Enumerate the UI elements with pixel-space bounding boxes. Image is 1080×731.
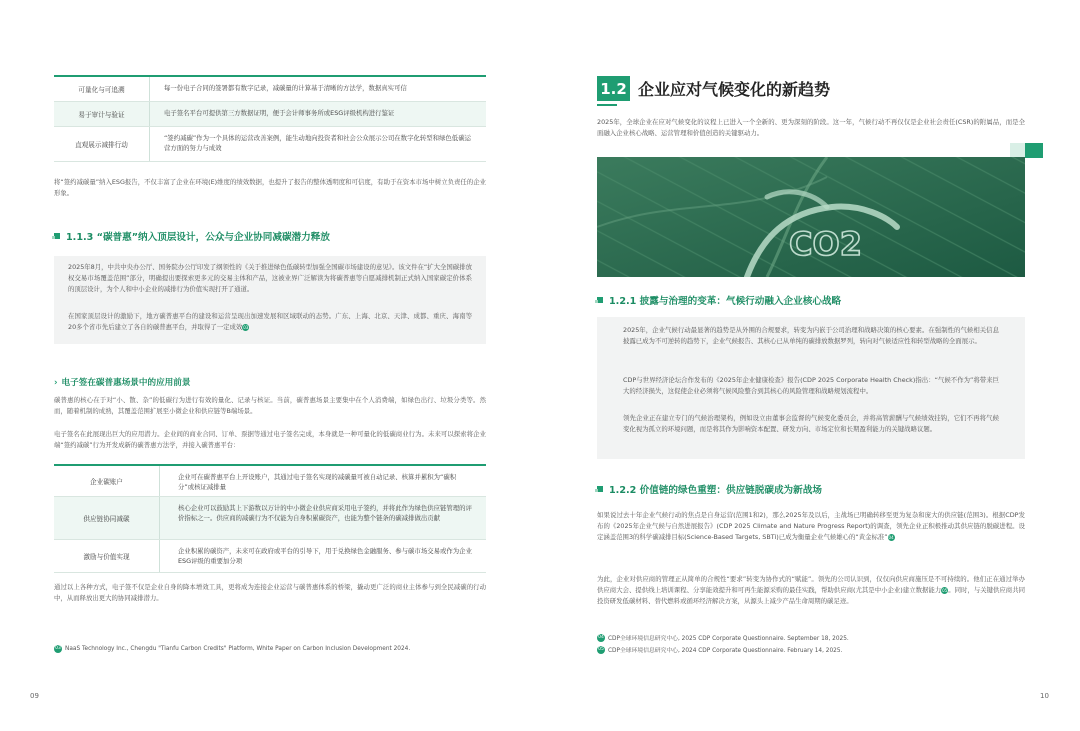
decorative-square <box>1010 143 1025 158</box>
leaf-illustration-icon <box>597 157 1025 277</box>
heading-1-1-3 <box>54 229 330 243</box>
table-desc: 电子签名平台可提供第三方数据证明，便于会计师事务所或ESG评级机构进行鉴证 <box>164 109 395 117</box>
section-underline <box>597 104 617 106</box>
page-number: 10 <box>1040 692 1049 700</box>
table-row <box>54 497 486 540</box>
governance-paragraph-2: CDP与世界经济论坛合作发布的《2025年企业健康检查》报告(CDP 2025 Corporate Health Check)指出：“气候不作为”将带来巨大的经济损失，这促使企业必须将气候风险整合到其核心的风险管理和战略规划流程中。 <box>623 376 999 396</box>
table-row <box>54 466 486 497</box>
table-desc: 企业积累的碳资产，未来可在政府或平台的引导下，用于兑换绿色金融服务、参与碳市场交易或作为企业ESG评级的重要加分项 <box>178 547 472 565</box>
right-page <box>540 0 1080 731</box>
page-number: 09 <box>30 692 39 700</box>
table-term: 易于审计与验证 <box>54 102 150 126</box>
footnote-badge: 05 <box>598 646 604 652</box>
supplier-enablement-paragraph <box>597 574 1025 608</box>
footnote-ref-badge: 04 <box>888 534 894 540</box>
subheading-application <box>54 376 190 388</box>
footnote <box>54 645 410 653</box>
table-desc: 核心企业可以鼓励其上下游数以万计的中小微企业供应商采用电子签约，并将此作为绿色供应链管理的评价指标之一。供应商的减碳行为不仅能为自身积累碳资产，也能为整个链条的碳减排做出贡献 <box>178 504 472 522</box>
heading-marker-icon <box>54 233 60 239</box>
footnote-text: CDP全球环境信息研究中心, 2025 CDP Corporate Questionnaire. September 18, 2025. <box>608 636 849 642</box>
governance-paragraph-3: 领先企业正在建立专门的气候治理架构，例如设立由董事会监督的气候变化委员会，并将高管薪酬与气候绩效挂钩，它们不再将气候变化视为孤立的环境问题，而是将其作为影响资本配置、研发方向、市场定位和长期盈利能力的关键战略议题。 <box>623 414 999 434</box>
esign-potential-paragraph: 电子签名在此展现出巨大的应用潜力。企业间的商业合同、订单、票据等通过电子签名完成，本身就是一种可量化的低碳商业行为。未来可以探索将企业端“签约减碳”行为开发成新的碳普惠方法学，并接入碳普惠平台： <box>54 430 486 450</box>
footnote-text: NaaS Technology Inc., Chengdu "Tianfu Carbon Credits" Platform, White Paper on Carbon Inclusion Development 2024. <box>65 646 411 652</box>
supplier-text: 为此，企业对供应商的管理正从简单的合规性“要求”转变为协作式的“赋能”。领先的公司认识到，仅仅向供应商施压是不可持续的。他们正在通过举办供应商大会、提供线上培训课程、分享能效提升和可再生能源采购的最佳实践，帮助供应商(尤其是中小企业)建立数据能力 <box>597 575 1025 595</box>
table-term: 直观展示减排行动 <box>54 127 150 161</box>
co2-leaf-image <box>597 157 1025 277</box>
carbon-inclusion-paragraph: 碳普惠的核心在于对“小、散、杂”的低碳行为进行有效的量化、记录与核证。当前，碳普惠场景主要集中在个人消费端，如绿色出行、垃圾分类等。然而，随着机制的成熟，其覆盖范围扩展至小微企业和供应链等B端场景。 <box>54 396 486 416</box>
platform-text: 在国家顶层设计的激励下，地方碳普惠平台的建设和运营呈现出加速发展和区域联动的态势。广东、上海、北京、天津、成都、重庆、海南等20多个省市先后建立了各自的碳普惠平台，并取得了一定成效 <box>68 312 472 332</box>
governance-box <box>597 317 1025 459</box>
table-desc: 每一份电子合同的签署都有数字记录，减碳量的计算基于清晰的方法学，数据真实可信 <box>164 84 407 92</box>
table-term: 企业碳账户 <box>54 466 160 496</box>
chevron-right-icon: › <box>54 378 58 388</box>
heading-marker-icon <box>597 486 603 492</box>
conclusion-paragraph: 通过以上各种方式，电子签不仅是企业自身的降本增效工具，更将成为连接企业运营与碳普惠体系的桥梁，撬动更广泛的商业主体参与到全民减碳的行动中，从而释放出更大的协同减排潜力。 <box>54 583 486 603</box>
supplier-text-tail: 。同时，与关键供应商共同投资研发低碳材料、替代燃料或循环经济解决方案，从源头上减少产品生命周期的碳足迹。 <box>597 586 1026 606</box>
subheading-text: 电子签在碳普惠场景中的应用前景 <box>61 378 191 388</box>
footnote-ref-badge: 05 <box>942 587 948 593</box>
application-table <box>54 464 486 573</box>
table-row <box>54 77 486 102</box>
decorative-square <box>1025 143 1043 158</box>
table-row <box>54 540 486 573</box>
table-term: 激励与价值实现 <box>54 540 160 572</box>
policy-paragraph: 2025年8月，中共中央办公厅、国务院办公厅印发了纲领性的《关于推进绿色低碳转型加强全国碳市场建设的意见》。该文件在“扩大全国碳排放权交易市场覆盖范围”部分，明确提出要探索更多元的交易主体和产品，这被业界广泛解读为将碳普惠等自愿减排机制正式纳入国家碳定价体系的顶层设计，为个人和中小企业的减排行为价值实现打开了通道。 <box>68 263 472 294</box>
table-desc: “签约减碳”作为一个具体的运营改善案例，能生动地向投资者和社会公众展示公司在数字化转型和绿色低碳运营方面的努力与成效 <box>164 134 471 152</box>
table-row <box>54 102 486 127</box>
policy-box <box>54 256 486 344</box>
platform-paragraph <box>68 311 472 333</box>
heading-text: 1.1.3 “碳普惠”纳入顶层设计，公众与企业协同减碳潜力释放 <box>66 232 330 243</box>
footnote-badge: 04 <box>598 634 604 640</box>
footnote-badge: 03 <box>55 646 61 651</box>
footnote <box>597 645 842 654</box>
table-term: 可量化与可追溯 <box>54 77 150 101</box>
section-number-badge: 1.2 <box>597 76 630 101</box>
table-row <box>54 127 486 162</box>
table-desc: 企业可在碳普惠平台上开设账户，其通过电子签名实现的减碳量可被自动记录、核算并累积为“碳积分”或核证减排量 <box>178 473 457 491</box>
heading-text: 1.2.1 披露与治理的变革：气候行动融入企业核心战略 <box>609 296 842 307</box>
esg-paragraph: 将“签约减碳量”纳入ESG报告，不仅丰富了企业在环境(E)维度的绩效数据，也提升了报告的整体透明度和可信度，有助于在资本市场中树立负责任的企业形象。 <box>54 178 486 198</box>
footnote-ref-badge: 03 <box>243 324 249 330</box>
section-intro: 2025年，全球企业在应对气候变化的议程上已进入一个全新的、更为深刻的阶段。这一年，气候行动不再仅仅是企业社会责任(CSR)的附属品，而是全面融入企业核心战略、运营管理和价值创造的关键驱动力。 <box>597 118 1025 138</box>
section-title: 企业应对气候变化的新趋势 <box>638 80 831 99</box>
supply-chain-text: 如果说过去十年企业气候行动的焦点是自身运营(范围1和2)，那么2025年及以后，主战场已明确转移至更为复杂和庞大的供应链(范围3)。根据CDP发布的《2025年企业气候与自然进展报告》(CDP 2025 Climate and Nature Progress Report)的调查，领先企业正积极推动其供应链的脱碳进程。设定涵盖范围3的科学碳减排目标(Science-Based Targets, SBTi)已成为衡量企业气候雄心的“黄金标准” <box>597 511 1025 542</box>
heading-1-2-2 <box>597 482 822 496</box>
governance-paragraph-1: 2025年，企业气候行动最显著的趋势是从外围的合规要求，转变为内嵌于公司治理和战略决策的核心要素。在强制性的气候相关信息披露已成为不可逆转的趋势下，企业气候报告、其核心已从单纯的碳排放数据罗列，转向对气候适应性和转型战略的全面展示。 <box>623 326 999 346</box>
table-term: 供应链协同减碳 <box>54 497 160 539</box>
footnote <box>597 633 849 642</box>
heading-1-2-1 <box>597 293 841 307</box>
heading-marker-icon <box>597 297 603 303</box>
benefits-table <box>54 75 486 162</box>
footnote-text: CDP全球环境信息研究中心, 2024 CDP Corporate Questionnaire. February 14, 2025. <box>608 648 843 654</box>
co2-text: CO2 <box>789 225 862 263</box>
supply-chain-paragraph <box>597 510 1025 544</box>
heading-text: 1.2.2 价值链的绿色重塑：供应链脱碳成为新战场 <box>609 485 822 496</box>
